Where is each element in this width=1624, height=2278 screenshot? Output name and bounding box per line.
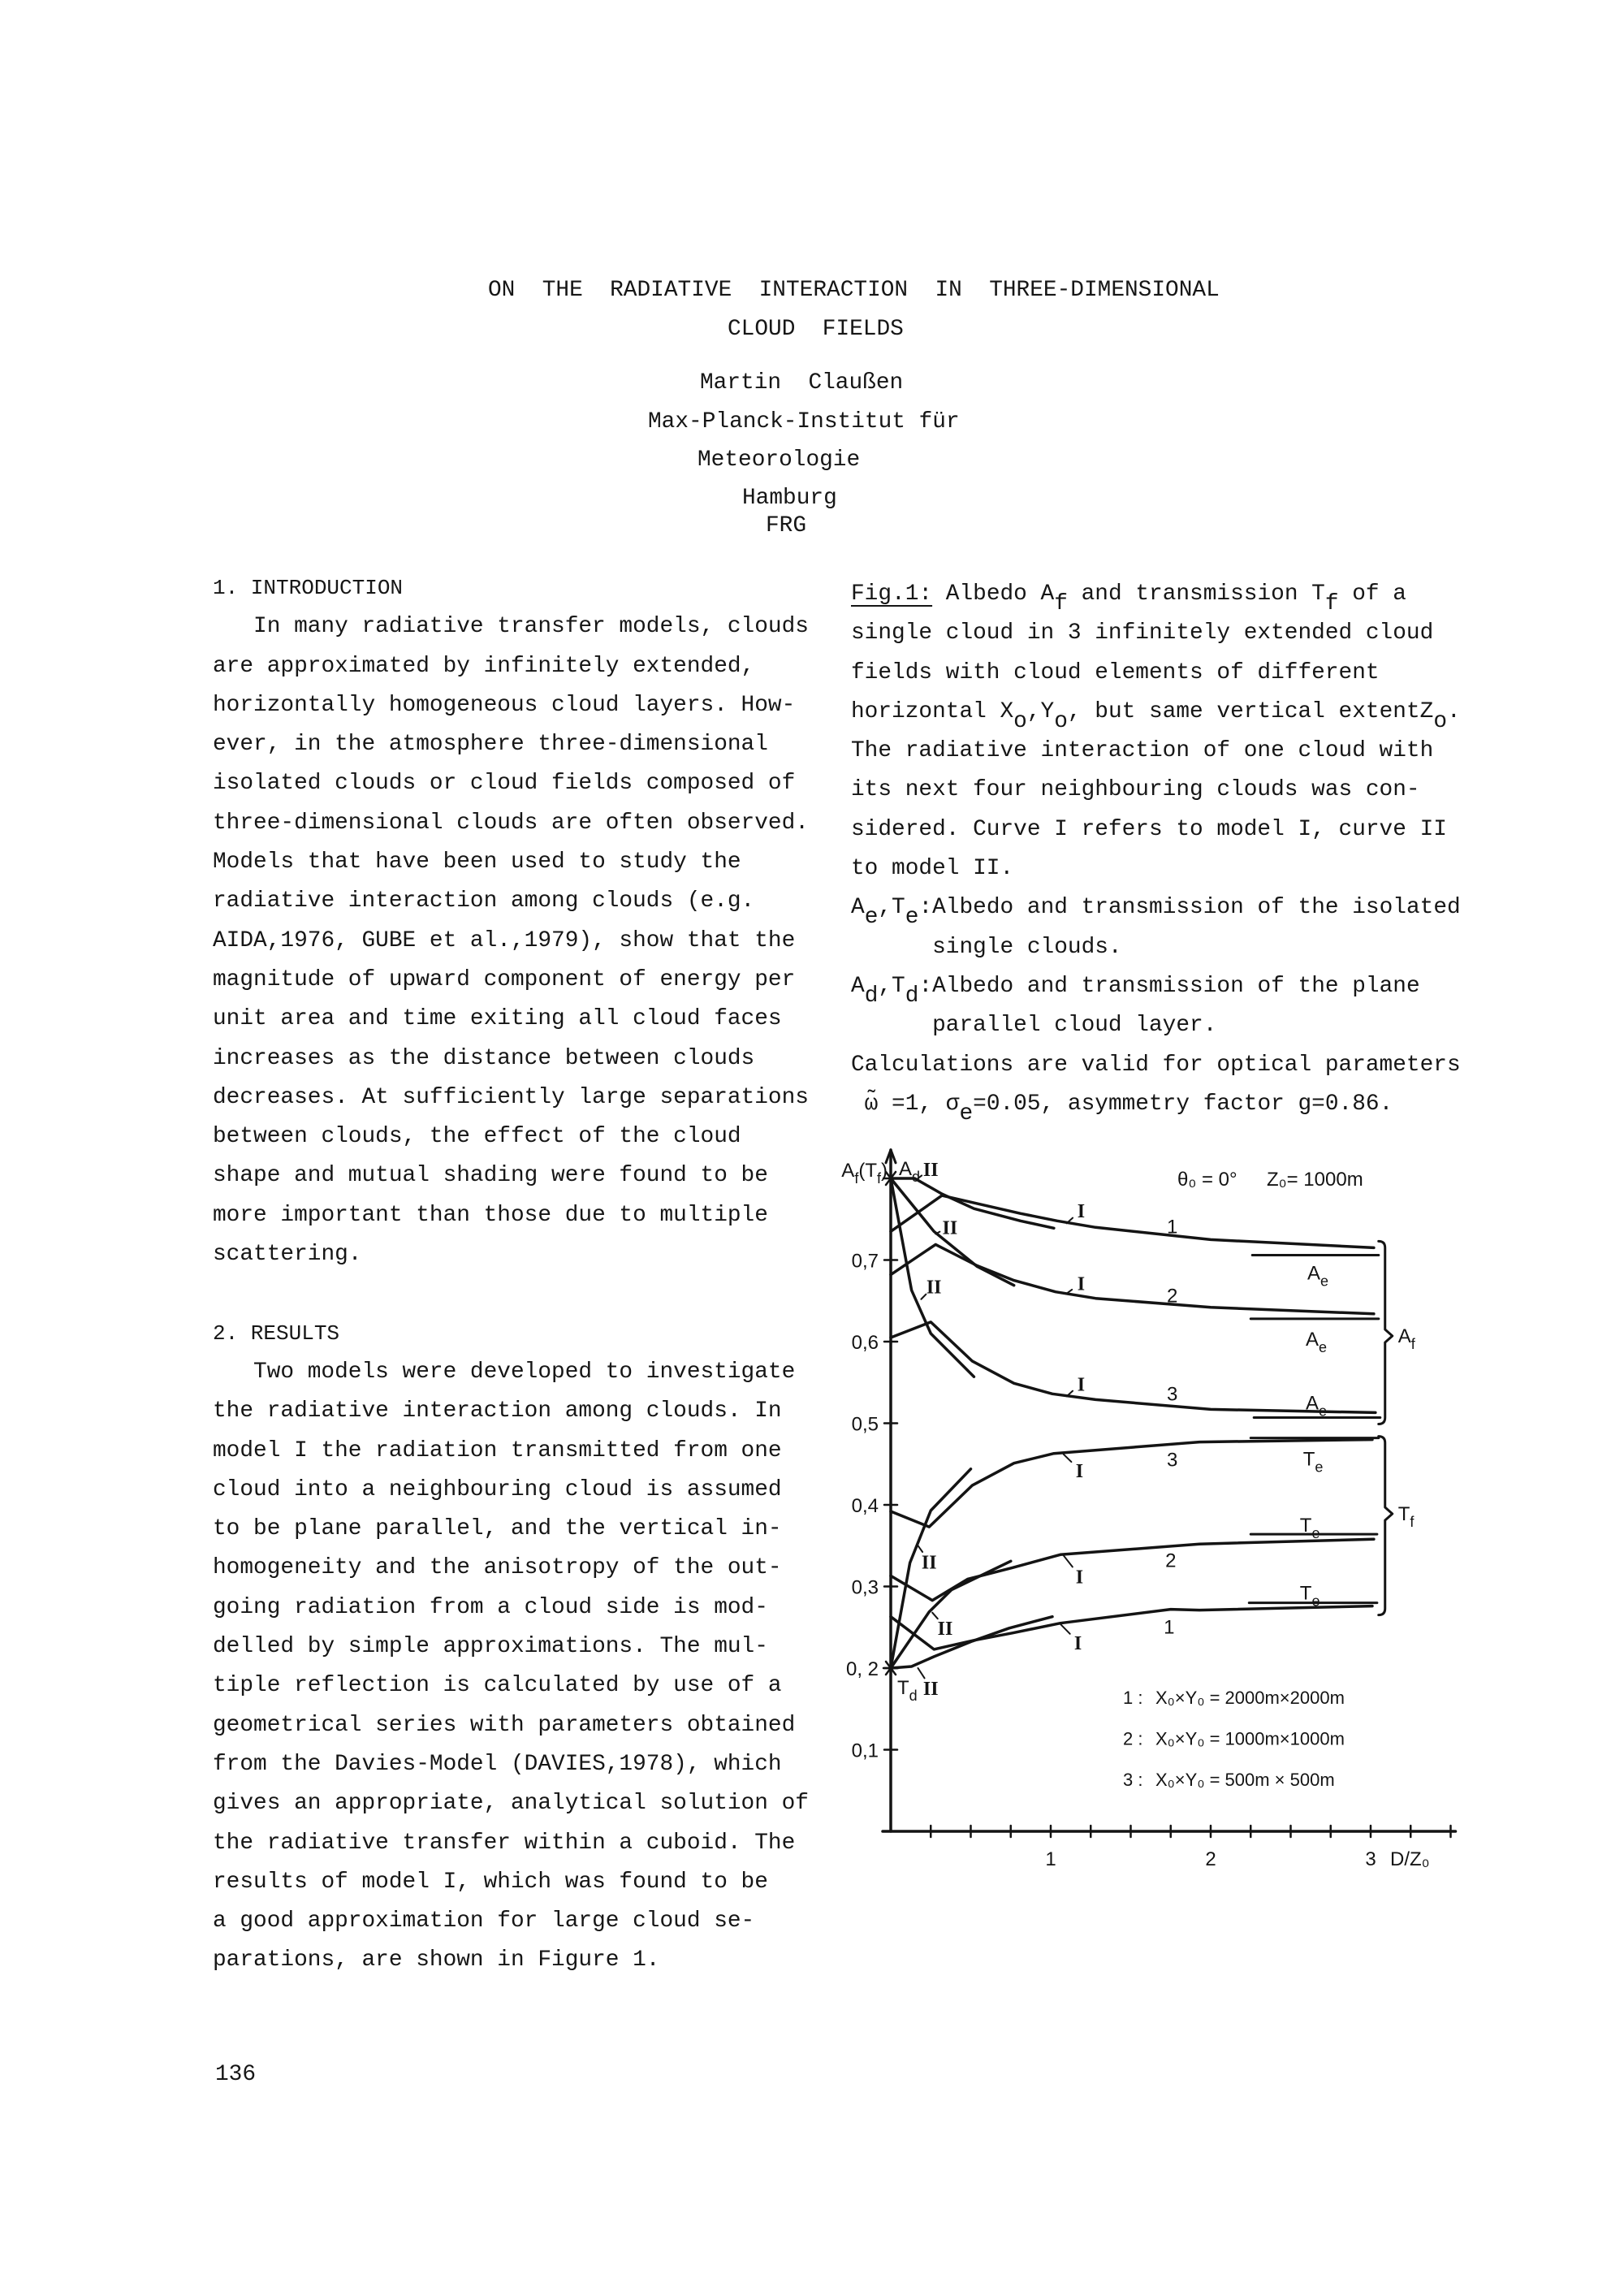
asterisk-stroke [886, 1172, 896, 1185]
asterisk-stroke [886, 1172, 896, 1185]
subscript: d [905, 983, 919, 1009]
body-text-line: a good approximation for large cloud se- [213, 1908, 755, 1934]
body-text-line: cloud into a neighbouring cloud is assumed [213, 1476, 782, 1502]
body-text-line: scattering. [213, 1242, 362, 1268]
text-segment: T [1302, 1448, 1315, 1471]
legend-key: 2 : [1123, 1728, 1143, 1749]
y-axis-arrow-icon [886, 1150, 896, 1163]
model-label-leader [918, 1175, 922, 1178]
text-segment: and transmission T [1067, 581, 1325, 607]
text-segment: The radiative interaction of one cloud with [851, 738, 1434, 764]
subscript: e [1311, 1525, 1320, 1542]
text-segment: . [1447, 698, 1461, 724]
subscript: e [1315, 1459, 1324, 1476]
model-label-leader [932, 1613, 938, 1619]
curve-number-label: 2 [1167, 1285, 1178, 1308]
subscript: e [959, 1100, 974, 1126]
body-text-line: AIDA,1976, GUBE et al.,1979), show that the [213, 927, 796, 953]
paper-title-line-2: CLOUD FIELDS [728, 317, 904, 342]
left-text-column [213, 568, 830, 1981]
series-line [891, 1178, 974, 1377]
model-label: II [921, 1552, 937, 1574]
subscript: f [1324, 590, 1339, 616]
curve-number-label: 1 [1167, 1216, 1178, 1238]
body-text-line: Models that have been used to study the [213, 849, 741, 875]
asterisk-stroke [886, 1662, 896, 1675]
y-tick-label: 0,6 [851, 1332, 879, 1354]
solar-zenith-annotation: θ₀ = 0° [1177, 1169, 1237, 1191]
isolated-cloud-label [1306, 1392, 1327, 1419]
paper-title-line-1: ON THE RADIATIVE INTERACTION IN THREE-DIMENSIONAL [488, 278, 1220, 303]
y-tick-label: 0, 2 [845, 1658, 879, 1680]
caption-line [851, 693, 1501, 732]
page-number: 136 [215, 2062, 257, 2087]
text-segment: A [851, 895, 865, 921]
plane-parallel-label [897, 1677, 918, 1704]
series-line [891, 1539, 1374, 1600]
definition-line [851, 928, 1501, 967]
body-text-line: delled by simple approximations. The mul- [213, 1634, 768, 1660]
model-label-leader [918, 1668, 924, 1678]
body-text-line: to be plane parallel, and the vertical in- [213, 1516, 782, 1542]
caption-line [851, 654, 1501, 693]
text-segment: : [918, 973, 933, 999]
affiliation-line: Meteorologie [698, 447, 861, 473]
body-text-line: are approximated by infinitely extended, [213, 653, 755, 679]
series-line [891, 1244, 1374, 1313]
body-text-line: the radiative transfer within a cuboid. The [213, 1830, 796, 1856]
x-tick-label: 2 [1205, 1848, 1216, 1870]
subscript: o [1054, 708, 1068, 734]
affiliation-country: FRG [766, 513, 807, 538]
subscript: d [912, 1169, 921, 1185]
subscript: f [876, 1170, 881, 1187]
body-text-line: homogeneity and the anisotropy of the out- [213, 1555, 782, 1581]
body-text-line: from the Davies-Model (DAVIES,1978), which [213, 1751, 782, 1777]
body-text-line: Two models were developed to investigate [253, 1359, 796, 1385]
series-line [891, 1469, 971, 1668]
body-text-line: more important than those due to multiple [213, 1202, 768, 1228]
section-heading: 1. INTRODUCTION [213, 576, 404, 600]
definition-line [851, 888, 1501, 931]
y-tick-label: 0,5 [851, 1413, 879, 1436]
text-segment: (T [858, 1160, 877, 1182]
caption-line [851, 771, 1501, 810]
body-text-line: shape and mutual shading were found to be [213, 1163, 768, 1189]
text-segment: A [1306, 1392, 1320, 1415]
model-label-leader [921, 1295, 926, 1299]
model-label: I [1073, 1632, 1082, 1654]
text-segment: horizontal X [851, 698, 1014, 724]
definition-text: Albedo and transmission of the isolated [932, 895, 1461, 921]
curve-number-label: 2 [1165, 1550, 1177, 1572]
body-text-line: tiple reflection is calculated by use of a [213, 1673, 782, 1699]
subscript: f [1410, 1335, 1415, 1352]
text-segment: sidered. Curve I refers to model I, curve II [851, 816, 1447, 842]
y-tick-label: 0,1 [851, 1740, 879, 1762]
isolated-cloud-label [1307, 1263, 1328, 1290]
model-label: I [1075, 1567, 1084, 1589]
curve-number-label: 3 [1167, 1449, 1178, 1472]
text-segment: ,Y [1026, 698, 1055, 724]
body-text-line: magnitude of upward component of energy per [213, 966, 796, 992]
figure-label: Fig.1: [851, 581, 933, 607]
definition-term [851, 974, 932, 1009]
text-segment: to model II. [851, 856, 1014, 882]
asterisk-stroke [886, 1662, 896, 1675]
bracket [1379, 1437, 1393, 1615]
model-label: II [937, 1618, 953, 1640]
body-text-line: increases as the distance between clouds [213, 1045, 755, 1071]
model-label-leader [1067, 1290, 1072, 1294]
curve-number-label: 3 [1167, 1383, 1178, 1406]
subscript: e [905, 905, 919, 931]
text-segment: ) [881, 1160, 888, 1182]
model-label: I [1077, 1273, 1086, 1295]
vertical-extent-annotation: Z₀= 1000m [1267, 1169, 1363, 1191]
series-line [891, 1617, 1052, 1668]
subscript: f [1054, 590, 1068, 616]
series-line [891, 1178, 1054, 1228]
legend-key: 3 : [1123, 1770, 1143, 1790]
text-segment: its next four neighbouring clouds was con- [851, 777, 1420, 803]
x-tick-label: 1 [1045, 1848, 1056, 1870]
y-axis-label [841, 1160, 888, 1187]
parameters-line [851, 1046, 1501, 1085]
text-segment: , but same vertical extentZ [1067, 698, 1434, 724]
series-line [891, 1561, 1011, 1668]
definition-line [851, 1006, 1501, 1045]
section-heading: 2. RESULTS [213, 1321, 340, 1346]
model-label-leader [1060, 1624, 1070, 1634]
text-segment: =0.05, asymmetry factor g=0.86. [973, 1091, 1393, 1117]
model-label: II [942, 1217, 958, 1239]
body-text-line: three-dimensional clouds are often observed. [213, 810, 809, 836]
text-segment: T [1299, 1582, 1312, 1605]
caption-line [851, 732, 1501, 771]
model-label-leader [935, 1232, 939, 1234]
plane-parallel-point [883, 1172, 898, 1185]
model-label-leader [1064, 1455, 1072, 1462]
legend-key: 1 : [1123, 1688, 1143, 1708]
caption-line [851, 575, 1501, 614]
isolated-cloud-label [1300, 1583, 1320, 1610]
caption-line [851, 810, 1501, 849]
y-tick-label: 0,7 [851, 1250, 879, 1273]
text-segment: ω̃ =1, σ [851, 1091, 960, 1117]
body-text-line: parations, are shown in Figure 1. [213, 1947, 660, 1973]
body-text-line: decreases. At sufficiently large separations [213, 1084, 809, 1110]
affiliation-city: Hamburg [742, 486, 837, 511]
model-label-leader [1064, 1555, 1073, 1567]
x-axis-label: D/Z₀ [1390, 1848, 1430, 1870]
isolated-cloud-label [1300, 1515, 1320, 1541]
body-text-line: going radiation from a cloud side is mod- [213, 1594, 768, 1620]
body-text-line: results of model I, which was found to be [213, 1869, 768, 1895]
text-segment: T [1397, 1503, 1410, 1526]
model-label-leader [918, 1545, 922, 1552]
body-text-line: geometrical series with parameters obtained [213, 1712, 796, 1738]
text-segment: single cloud in 3 infinitely extended cloud [851, 620, 1434, 646]
subscript: e [1319, 1338, 1328, 1355]
body-text-line: between clouds, the effect of the cloud [213, 1124, 741, 1150]
text-segment: ,T [878, 973, 905, 999]
text-segment: A [899, 1158, 913, 1180]
body-text-line: gives an appropriate, analytical solution of [213, 1791, 809, 1817]
bracket-label [1398, 1325, 1416, 1352]
model-label: I [1075, 1460, 1084, 1482]
y-tick-label: 0,3 [851, 1576, 879, 1599]
model-label: II [922, 1679, 939, 1701]
figure-caption [851, 575, 1501, 1124]
text-segment: A [1307, 1262, 1320, 1285]
body-text-line: ever, in the atmosphere three-dimensional [213, 732, 768, 758]
series-line [891, 1178, 1014, 1286]
curve-number-label: 1 [1164, 1616, 1175, 1639]
definition-line [851, 967, 1501, 1009]
series-line [891, 1606, 1372, 1649]
model-label: I [1077, 1201, 1086, 1223]
caption-line [851, 614, 1501, 653]
subscript: f [1410, 1514, 1415, 1531]
subscript: e [1319, 1403, 1328, 1420]
y-tick-label: 0,4 [851, 1495, 879, 1517]
legend-text: X₀×Y₀ = 1000m×1000m [1155, 1728, 1345, 1749]
text-segment: A [1306, 1328, 1320, 1351]
model-label-leader [1067, 1218, 1073, 1224]
body-text-line: radiative interaction among clouds (e.g. [213, 888, 755, 914]
x-tick-label: 3 [1365, 1848, 1376, 1870]
subscript: o [1013, 708, 1027, 734]
isolated-cloud-label [1306, 1329, 1327, 1355]
legend [1123, 1688, 1345, 1790]
definition-text: single clouds. [932, 934, 1122, 960]
text-segment: T [1299, 1515, 1312, 1537]
plane-parallel-point [883, 1662, 898, 1675]
text-segment: A [851, 973, 865, 999]
parameters-line [851, 1085, 1501, 1124]
series-line [891, 1322, 1376, 1413]
subscript: d [909, 1688, 918, 1704]
text-segment: Calculations are valid for optical parameters [851, 1052, 1461, 1078]
text-segment: : [918, 895, 933, 921]
text-segment: A [1397, 1325, 1411, 1347]
subscript: o [1433, 708, 1447, 734]
caption-line [851, 849, 1501, 888]
text-segment: fields with cloud elements of different [851, 659, 1380, 685]
legend-text: X₀×Y₀ = 500m × 500m [1155, 1770, 1335, 1790]
text-segment: Albedo A [932, 581, 1055, 607]
body-text-line: unit area and time exiting all cloud faces [213, 1006, 782, 1032]
bracket-label [1398, 1503, 1415, 1530]
series-line [891, 1440, 1372, 1528]
body-text-line: the radiative interaction among clouds. In [213, 1398, 782, 1424]
blank-line [213, 1274, 830, 1313]
definition-term [851, 895, 932, 930]
model-label: I [1077, 1374, 1086, 1396]
text-segment: T [897, 1677, 909, 1699]
bracket [1379, 1241, 1393, 1424]
subscript: e [1320, 1273, 1329, 1290]
definition-text: Albedo and transmission of the plane [932, 973, 1420, 999]
subscript: e [864, 905, 879, 931]
subscript: e [1311, 1593, 1320, 1610]
body-text-line: isolated clouds or cloud fields composed of [213, 771, 796, 797]
subscript: f [854, 1170, 859, 1187]
definition-text: parallel cloud layer. [932, 1013, 1217, 1039]
subscript: d [864, 983, 879, 1009]
model-label: II [922, 1159, 939, 1181]
body-text-line: In many radiative transfer models, clouds [253, 614, 809, 640]
text-segment: A [841, 1160, 855, 1182]
series-line [891, 1195, 1374, 1247]
body-text-line: horizontally homogeneous cloud layers. How- [213, 692, 796, 718]
isolated-cloud-label [1303, 1449, 1324, 1476]
author-name: Martin Claußen [700, 370, 904, 396]
text-segment: ,T [878, 895, 905, 921]
affiliation-line: Max-Planck-Institut für [648, 409, 960, 434]
plane-parallel-label [899, 1158, 920, 1185]
model-label: II [926, 1277, 942, 1299]
body-text-line: model I the radiation transmitted from one [213, 1437, 782, 1463]
model-label-leader [1067, 1391, 1073, 1397]
text-segment: of a [1338, 581, 1406, 607]
legend-text: X₀×Y₀ = 2000m×2000m [1155, 1688, 1345, 1708]
